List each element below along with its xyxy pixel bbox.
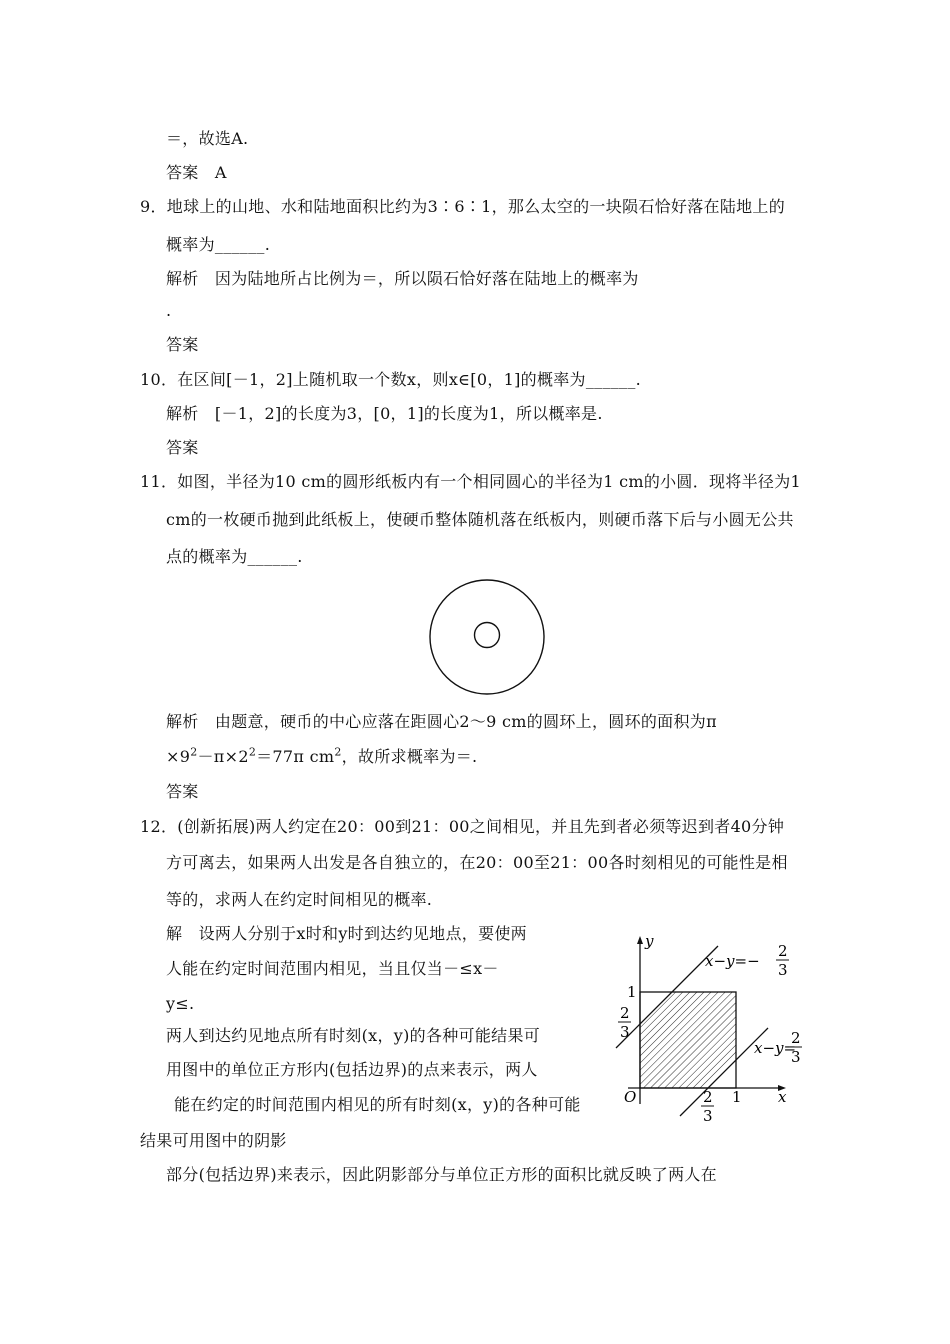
tick-1-x: 1 <box>732 1088 742 1106</box>
y-axis-label: y <box>645 932 654 950</box>
question-9-line2: 概率为______. <box>166 235 271 254</box>
question-11-line1: 11．如图，半径为10 cm的圆形纸板内有一个相同圆心的半径为1 cm的小圆．现将半径为1 <box>140 472 802 491</box>
question-9-analysis: 解析 因为陆地所占比例为＝，所以陨石恰好落在陆地上的概率为 <box>166 269 639 288</box>
question-12-solution7: 结果可用图中的阴影 <box>140 1131 287 1150</box>
answer-line: 答案 A <box>166 163 227 182</box>
x-axis-label: x <box>778 1088 787 1106</box>
unit-square-graph <box>600 926 810 1126</box>
question-12-solution6: 能在约定的时间范围内相见的所有时刻(x，y)的各种可能 <box>174 1095 581 1114</box>
question-12-line2: 方可离去，如果两人出发是各自独立的，在20：00至21：00各时刻相见的可能性是相 <box>166 853 788 872</box>
tick-1-y: 1 <box>627 983 637 1001</box>
question-11-line2: cm的一枚硬币抛到此纸板上，使硬币整体随机落在纸板内，则硬币落下后与小圆无公共 <box>166 510 794 529</box>
question-11-formula <box>166 746 477 768</box>
inner-circle <box>475 623 500 648</box>
question-12-line1: 12．(创新拓展)两人约定在20：00到21：00之间相见，并且先到者必须等迟到者40分钟 <box>140 817 785 836</box>
question-12-solution5: 用图中的单位正方形内(包括边界)的点来表示，两人 <box>166 1060 538 1079</box>
formula-part: ，故所求概率为＝. <box>341 747 478 766</box>
superscript: 2 <box>334 745 342 759</box>
question-11-line3: 点的概率为______. <box>166 547 303 566</box>
lower-line-label: x−y= <box>754 1039 797 1057</box>
question-10-answer: 答案 <box>166 438 199 457</box>
origin-label: O <box>624 1088 637 1106</box>
outer-circle <box>430 580 544 694</box>
frac-x-den: 3 <box>703 1107 713 1125</box>
frac-y-num: 2 <box>620 1004 630 1022</box>
text-line: ＝，故选A. <box>166 129 249 148</box>
question-9-dot: . <box>166 301 172 320</box>
lower-frac-den: 3 <box>791 1048 801 1066</box>
y-axis-arrow <box>637 936 643 944</box>
concentric-circles-figure <box>428 578 546 696</box>
upper-frac-den: 3 <box>778 961 788 979</box>
question-12-solution3: y≤. <box>166 994 195 1013</box>
lower-frac-num: 2 <box>791 1029 801 1047</box>
frac-y-den: 3 <box>620 1023 630 1041</box>
question-12-solution4: 两人到达约见地点所有时刻(x，y)的各种可能结果可 <box>166 1026 541 1045</box>
question-11-analysis: 解析 由题意，硬币的中心应落在距圆心2～9 cm的圆环上，圆环的面积为π <box>166 712 717 731</box>
formula-part: ＝77π cm <box>256 747 335 766</box>
upper-line-label: x−y=− <box>705 952 760 970</box>
question-12-solution1: 解 设两人分别于x时和y时到达约见地点，要使两 <box>166 924 527 943</box>
question-10-analysis: 解析 [－1，2]的长度为3，[0，1]的长度为1，所以概率是. <box>166 404 603 423</box>
question-9-answer: 答案 <box>166 335 199 354</box>
frac-x-num: 2 <box>703 1088 713 1106</box>
question-12-line3: 等的，求两人在约定时间相见的概率. <box>166 890 433 909</box>
upper-frac-num: 2 <box>778 942 788 960</box>
formula-part: －π×2 <box>197 747 249 766</box>
question-12-solution8: 部分(包括边界)来表示，因此阴影部分与单位正方形的面积比就反映了两人在 <box>166 1165 717 1184</box>
superscript: 2 <box>190 745 198 759</box>
superscript: 2 <box>248 745 257 759</box>
formula-part: ×9 <box>166 747 191 766</box>
question-12-solution2: 人能在约定时间范围内相见，当且仅当－≤x－ <box>166 959 499 978</box>
question-11-answer: 答案 <box>166 782 199 801</box>
question-9-line1: 9．地球上的山地、水和陆地面积比约为3∶6∶1，那么太空的一块陨石恰好落在陆地上的 <box>140 197 786 216</box>
question-10-line1: 10．在区间[－1，2]上随机取一个数x，则x∈[0，1]的概率为______. <box>140 370 642 389</box>
